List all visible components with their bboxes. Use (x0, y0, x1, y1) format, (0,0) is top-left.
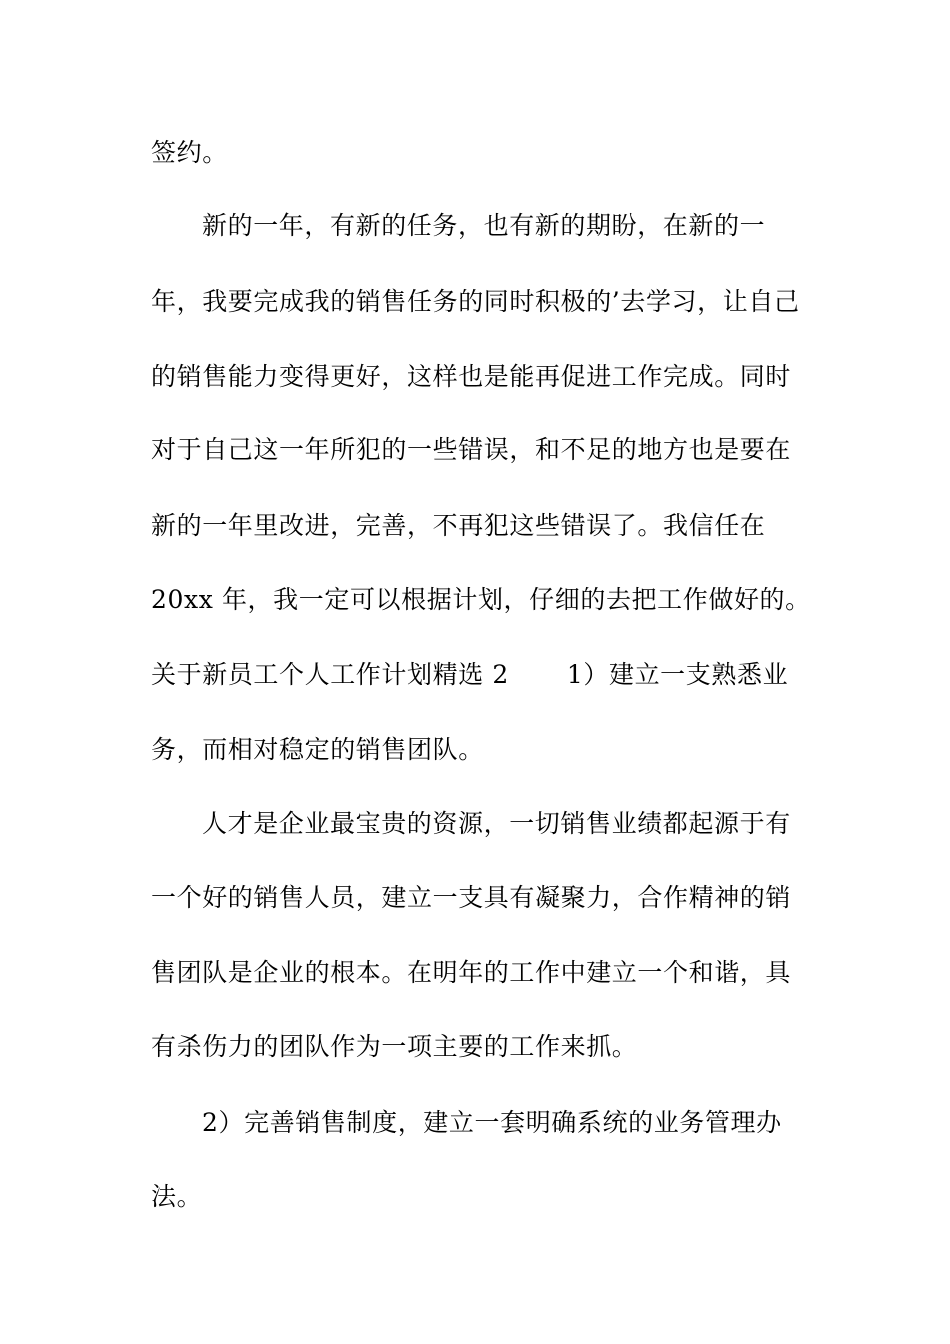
text-line-11: 一个好的销售人员，建立一支具有凝聚力，合作精神的销 (151, 883, 792, 912)
text-line-10: 人才是企业最宝贵的资源，一切销售业绩都起源于有 (202, 809, 791, 838)
text-line-2: 新的一年，有新的任务，也有新的期盼，在新的一 (202, 211, 766, 240)
heading-line (151, 660, 788, 690)
text-line-5: 对于自己这一年所犯的一些错误，和不足的地方也是要在 (151, 435, 792, 464)
text-line-6: 新的一年里改进，完善，不再犯这些错误了。我信任在 (151, 511, 766, 540)
text-line-12: 售团队是企业的根本。在明年的工作中建立一个和谐，具 (151, 958, 792, 987)
section-heading: 关于新员工个人工作计划精选 2 (151, 660, 509, 689)
text-line-1: 签约。 (151, 138, 228, 167)
text-line-4: 的销售能力变得更好，这样也是能再促进工作完成。同时 (151, 362, 792, 391)
text-line-3: 年，我要完成我的销售任务的同时积极的’去学习，让自己 (151, 287, 800, 316)
text-line-15: 法。 (151, 1182, 203, 1211)
list-item-1: 1）建立一支熟悉业 (566, 660, 789, 689)
text-line-7: 20xx 年，我一定可以根据计划，仔细的去把工作做好的。 (151, 585, 811, 614)
text-line-9: 务，而相对稳定的销售团队。 (151, 735, 484, 764)
text-line-13: 有杀伤力的团队作为一项主要的工作来抓。 (151, 1032, 638, 1061)
list-item-2: 2）完善销售制度，建立一套明确系统的业务管理办 (202, 1108, 782, 1137)
